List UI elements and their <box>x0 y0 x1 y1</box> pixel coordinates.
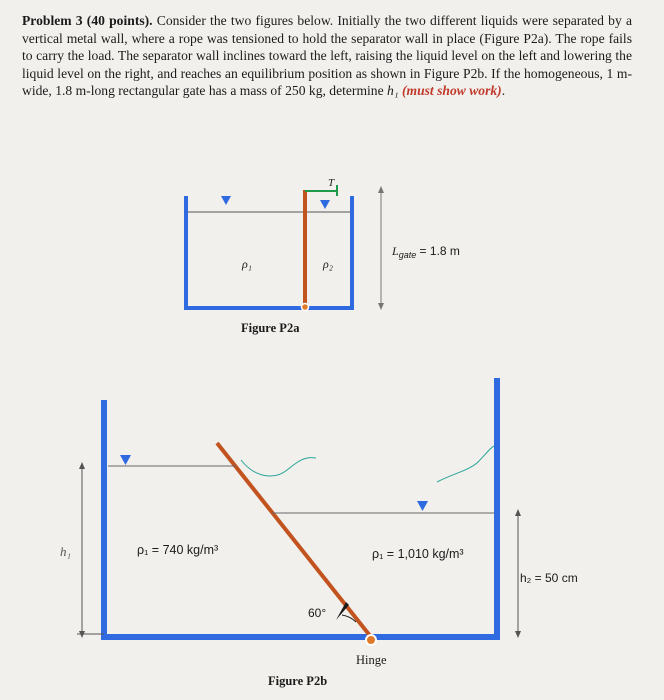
h2-arrow-bottom <box>515 631 521 638</box>
caption-p2b: Figure P2b <box>268 674 328 688</box>
angle-label: 60° <box>308 606 327 620</box>
angle-arrow <box>336 602 349 620</box>
hinge-label: Hinge <box>356 653 387 667</box>
h1-arrow-top <box>79 462 85 469</box>
caption-p2a: Figure P2a <box>241 321 300 335</box>
h2-arrow-top <box>515 509 521 516</box>
tension-label: T <box>328 177 335 189</box>
h1-label: h₁ <box>60 544 72 559</box>
problem-heading: Problem 3 (40 points). <box>22 13 153 28</box>
unknown-symbol: h₁ <box>387 83 399 98</box>
scribble-left <box>241 458 316 476</box>
scribble-right <box>437 446 494 482</box>
gate-length-label: $L_{gate} = 1.8$ m <box>392 244 460 260</box>
surface-marker-right-p2b <box>417 501 428 511</box>
surface-marker-left-p2b <box>120 455 131 465</box>
gate-inclined <box>217 443 371 637</box>
h2-label: h₂ = 50 cm <box>520 571 578 585</box>
rho-left-label-p2b: ρ₁ = 740 kg/m³ <box>137 543 219 557</box>
problem-body: Consider the two figures below. Initially the two different liquids were separated by a vertical metal wall, where a rope was tensioned to hold the separator wall in place (Figure P2a). The rope fails to carry the load. The separator wall inclines toward the left, raising the liquid level on the left and lowering the liquid level on the right, and reaches an equilibrium position as shown in Figure P2b. If the homogeneous, 1 m-wide, 1.8 m-long rectangular gate has a mass of 250 kg, determine <box>22 13 632 98</box>
hinge-p2b <box>366 635 376 645</box>
tank-p2b <box>104 378 497 637</box>
problem-end: . <box>501 83 506 98</box>
rho-right-label-p2b: ρ₁ = 1,010 kg/m³ <box>372 547 464 561</box>
rho1-label-p2a: ρ₁ <box>242 257 252 271</box>
must-show-work: (must show work) <box>401 83 502 98</box>
rho2-label-p2a: ρ₂ <box>323 257 333 271</box>
